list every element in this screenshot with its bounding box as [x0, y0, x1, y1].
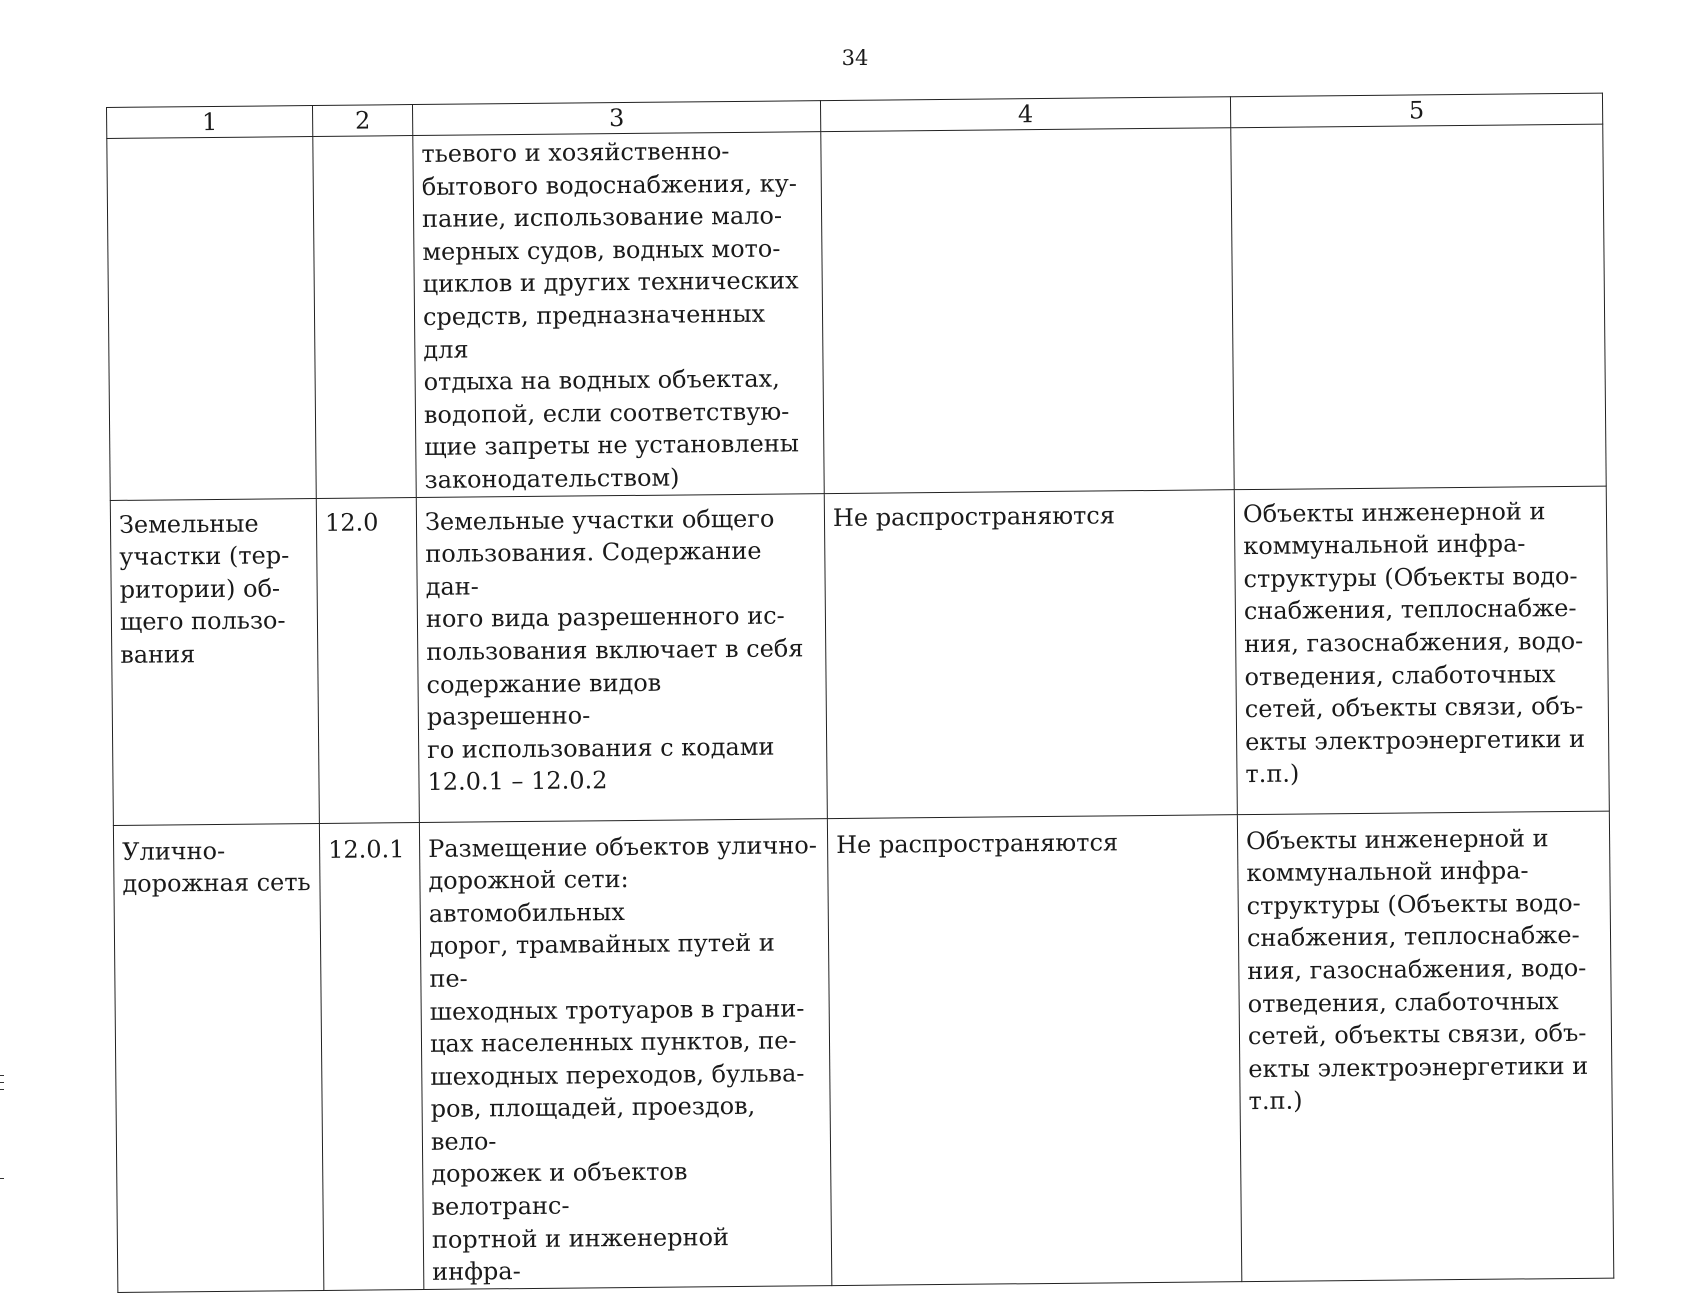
land-use-table — [106, 93, 1614, 1293]
cell-col5: Объекты инженерной и коммунальной инфра- структуры (Объекты водо- снабжения, теплоснабже- ния, газоснабжения, водо- отведения, слаботочных сетей, объекты связи, объ- екты электроэнергетики и т.п.) — [1234, 486, 1609, 815]
header-col-5: 5 — [1230, 93, 1602, 128]
cell-col4: Не распространяются — [824, 489, 1237, 818]
cell-name: Улично- дорожная сеть — [113, 823, 323, 1292]
scan-edge-mark — [0, 1082, 4, 1083]
scan-edge-mark — [0, 1075, 4, 1076]
cell-description: тьевого и хозяйственно- бытового водоснабжения, ку- пание, использование мало- мерных судов, водных мото- циклов и других технических средств, предназначенных для отдыха на водных объектах, водопой, если соответствую- щие запреты не установлены законодательством) — [413, 132, 824, 497]
cell-col5 — [1231, 124, 1606, 489]
scan-edge-mark — [0, 1089, 4, 1090]
cell-code: 12.0.1 — [319, 822, 423, 1290]
cell-description: Размещение объектов улично- дорожной сети: автомобильных дорог, трамвайных путей и пе- шеходных тротуаров в грани- цах населенных пунктов, пе- шеходных переходов, бульва- ров, площадей, проездов, вело- дорожек и объектов велотранс- портной и инженерной инфра- — [419, 818, 831, 1289]
table-row — [110, 486, 1609, 825]
cell-col5: Объекты инженерной и коммунальной инфра- структуры (Объекты водо- снабжения, теплоснабже- ния, газоснабжения, водо- отведения, слаботочных сетей, объекты связи, объ- екты электроэнергетики и т.п.) — [1237, 811, 1613, 1282]
cell-col4 — [821, 128, 1234, 493]
scan-edge-mark — [0, 1178, 4, 1179]
cell-description: Земельные участки общего пользования. Содержание дан- ного вида разрешенного ис- пользования включает в себя содержание видов разрешенно- го использования с кодами 12.0.1 – 12.0.2 — [416, 493, 827, 822]
cell-code: 12.0 — [316, 497, 419, 823]
cell-name: Земельные участки (тер- ритории) об- щего пользо- вания — [110, 498, 319, 825]
table-row — [107, 124, 1606, 500]
header-col-4: 4 — [820, 97, 1230, 132]
cell-col4: Не распространяются — [827, 814, 1241, 1285]
table-row — [113, 811, 1613, 1293]
header-col-1: 1 — [107, 106, 313, 139]
header-col-3: 3 — [412, 101, 820, 136]
cell-code — [313, 136, 416, 498]
page-number: 34 — [841, 46, 869, 70]
header-col-2: 2 — [312, 105, 412, 137]
cell-name — [107, 137, 316, 500]
